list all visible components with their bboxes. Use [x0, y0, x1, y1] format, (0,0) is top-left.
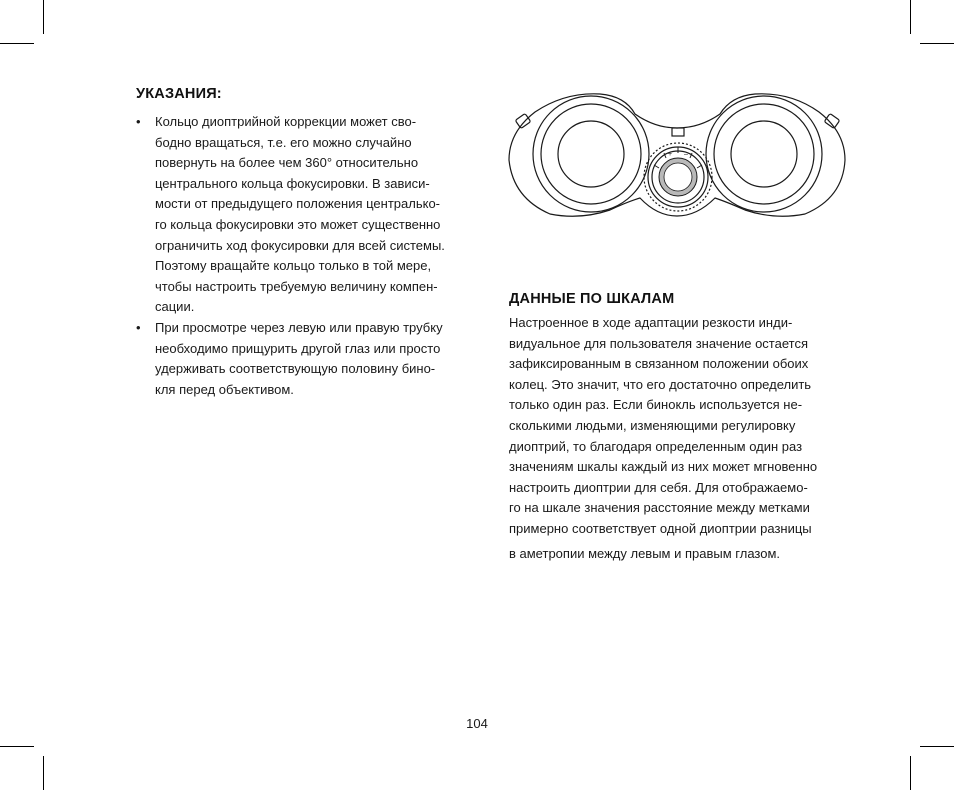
- text-line: примерно соответствует одной диоптрии разницы: [509, 520, 812, 536]
- text-line: чтобы настроить требуемую величину компен-: [155, 278, 438, 294]
- crop-mark: [910, 756, 911, 790]
- text-line: центрального кольца фокусировки. В зависи-: [155, 175, 430, 191]
- note-item: [136, 112, 481, 318]
- text-line: При просмотре через левую или правую трубку: [155, 319, 443, 335]
- scale-heading: ДАННЫЕ ПО ШКАЛАМ: [509, 291, 675, 307]
- bullet-icon: •: [136, 319, 141, 335]
- text-line: го кольца фокусировки это может существенно: [155, 216, 441, 232]
- text-line: колец. Это значит, что его достаточно определить: [509, 376, 812, 392]
- text-line: в аметропии между левым и правым глазом.: [509, 545, 780, 561]
- text-line: видуальное для пользователя значение остается: [509, 335, 808, 351]
- text-line: бодно вращаться, т.е. его можно случайно: [155, 134, 412, 150]
- text-line: только один раз. Если бинокль используется не-: [509, 397, 803, 413]
- crop-mark: [0, 43, 34, 44]
- bullet-icon: •: [136, 114, 141, 129]
- crop-mark: [43, 756, 44, 790]
- crop-mark: [920, 43, 954, 44]
- page-number: 104: [466, 716, 488, 731]
- text-line: настроить диоптрии для себя. Для отображаемо-: [509, 479, 808, 495]
- scale-paragraph: [509, 313, 854, 564]
- text-line: мости от предыдущего положения централько-: [155, 196, 441, 212]
- crop-mark: [920, 746, 954, 747]
- text-line: повернуть на более чем 360° относительно: [155, 155, 419, 171]
- text-line: Кольцо диоптрийной коррекции может сво-: [155, 114, 417, 129]
- text-line: Настроенное в ходе адаптации резкости инди-: [509, 315, 793, 330]
- text-line: значениям шкалы каждый из них может мгновенно: [509, 459, 818, 475]
- text-line: кля перед объективом.: [155, 381, 294, 397]
- text-line: сколькими людьми, изменяющими регулировку: [509, 417, 796, 433]
- text-line: удерживать соответствующую половину бино-: [155, 361, 436, 377]
- text-line: Поэтому вращайте кольцо только в той мере,: [155, 258, 432, 274]
- crop-mark: [43, 0, 44, 34]
- text-line: ограничить ход фокусировки для всей системы.: [155, 237, 445, 253]
- text-line: необходимо прищурить другой глаз или просто: [155, 340, 441, 356]
- scale-mark-plus: +: [668, 151, 673, 158]
- text-line: диоптрий, то благодаря определенным один раз: [509, 438, 803, 454]
- text-line: сации.: [155, 299, 195, 315]
- note-item: [136, 318, 481, 400]
- crop-mark: [910, 0, 911, 34]
- scale-mark-minus: –: [684, 151, 688, 158]
- text-line: зафиксированным в связанном положении обоих: [509, 356, 809, 372]
- notes-list: [136, 112, 481, 400]
- notes-heading: УКАЗАНИЯ:: [136, 86, 222, 102]
- crop-mark: [0, 746, 34, 747]
- text-line: го на шкале значения расстояние между метками: [509, 500, 810, 516]
- binoculars-illustration: [505, 90, 850, 218]
